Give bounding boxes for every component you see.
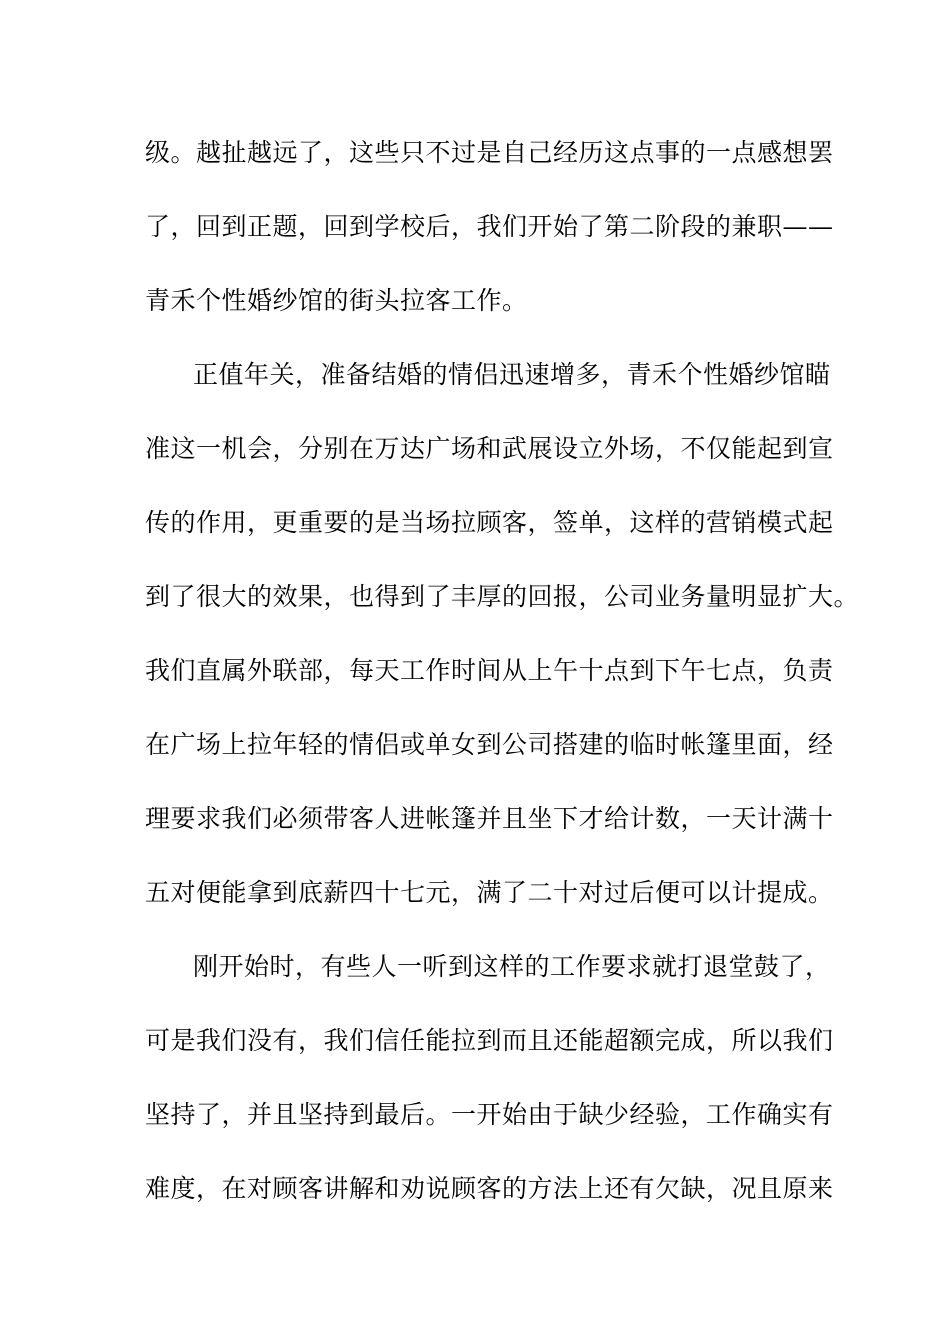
paragraph-start-line: 正值年关，准备结婚的情侣迅速增多，青禾个性婚纱馆瞄 bbox=[193, 360, 831, 389]
text-line: 青禾个性婚纱馆的街头拉客工作。 bbox=[145, 286, 528, 315]
text-line: 我们直属外联部，每天工作时间从上午十点到下午七点，负责 bbox=[145, 656, 834, 685]
text-line: 到了很大的效果，也得到了丰厚的回报，公司业务量明显扩大。 bbox=[145, 582, 860, 611]
text-line: 传的作用，更重要的是当场拉顾客，签单，这样的营销模式起 bbox=[145, 508, 834, 537]
text-line: 理要求我们必须带客人进帐篷并且坐下才给计数，一天计满十 bbox=[145, 804, 834, 833]
text-line: 难度，在对顾客讲解和劝说顾客的方法上还有欠缺，况且原来 bbox=[145, 1174, 834, 1203]
text-line: 五对便能拿到底薪四十七元，满了二十对过后便可以计提成。 bbox=[145, 878, 834, 907]
text-line: 可是我们没有，我们信任能拉到而且还能超额完成，所以我们 bbox=[145, 1026, 834, 1055]
text-line: 准这一机会，分别在万达广场和武展设立外场，不仅能起到宣 bbox=[145, 434, 834, 463]
text-line: 了，回到正题，回到学校后，我们开始了第二阶段的兼职—— bbox=[145, 212, 834, 241]
text-line: 级。越扯越远了，这些只不过是自己经历这点事的一点感想罢 bbox=[145, 138, 834, 167]
text-line: 在广场上拉年轻的情侣或单女到公司搭建的临时帐篷里面，经 bbox=[145, 730, 834, 759]
paragraph-start-line: 刚开始时，有些人一听到这样的工作要求就打退堂鼓了， bbox=[193, 952, 831, 981]
text-line: 坚持了，并且坚持到最后。一开始由于缺少经验，工作确实有 bbox=[145, 1100, 834, 1129]
